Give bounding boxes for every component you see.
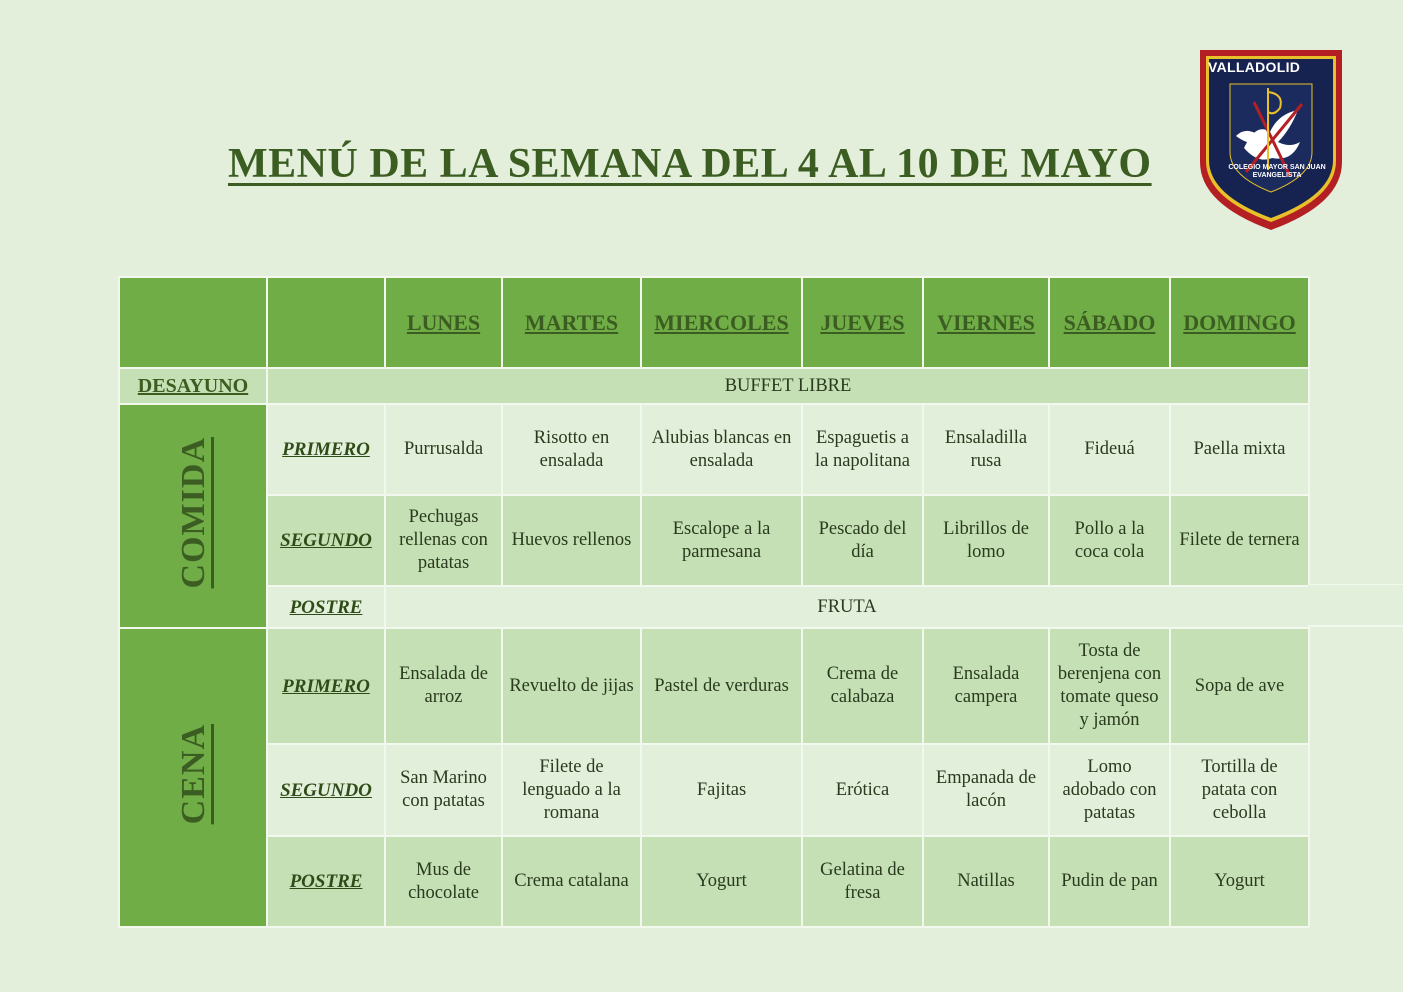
- menu-cell: Filete de ternera: [1170, 495, 1309, 586]
- menu-cell: Fideuá: [1049, 404, 1170, 495]
- menu-cell: Escalope a la parmesana: [641, 495, 802, 586]
- menu-cell: Paella mixta: [1170, 404, 1309, 495]
- menu-cell: Pudin de pan: [1049, 836, 1170, 927]
- menu-cell: Pescado del día: [802, 495, 923, 586]
- page-title: MENÚ DE LA SEMANA DEL 4 AL 10 DE MAYO: [228, 141, 1152, 187]
- menu-cell: Erótica: [802, 744, 923, 836]
- comida-postre-label: POSTRE: [267, 586, 385, 628]
- comida-primero-row: [119, 404, 1309, 495]
- menu-cell: Risotto en ensalada: [502, 404, 641, 495]
- day-header-jueves: JUEVES: [802, 277, 923, 368]
- desayuno-value: BUFFET LIBRE: [267, 368, 1309, 404]
- menu-cell: Mus de chocolate: [385, 836, 502, 927]
- crest-top-text: VALLADOLID: [1208, 59, 1301, 75]
- crest-ring-text: COLEGIO MAYOR SAN JUAN EVANGELISTA: [1228, 164, 1326, 179]
- weekly-menu-table: [118, 276, 1310, 928]
- comida-section-label: [119, 404, 267, 628]
- menu-cell: Purrusalda: [385, 404, 502, 495]
- cena-segundo-label: SEGUNDO: [267, 744, 385, 836]
- comida-postre-row: [119, 586, 1309, 628]
- day-header-viernes: VIERNES: [923, 277, 1049, 368]
- menu-cell: Crema catalana: [502, 836, 641, 927]
- day-header-lunes: LUNES: [385, 277, 502, 368]
- menu-cell: Tortilla de patata con cebolla: [1170, 744, 1309, 836]
- cena-section-label: [119, 628, 267, 927]
- menu-cell: Pechugas rellenas con patatas: [385, 495, 502, 586]
- cena-label: CENA: [174, 723, 212, 825]
- menu-cell: Lomo adobado con patatas: [1049, 744, 1170, 836]
- desayuno-row: [119, 368, 1309, 404]
- menu-cell: Ensaladilla rusa: [923, 404, 1049, 495]
- menu-cell: Sopa de ave: [1170, 628, 1309, 744]
- menu-cell: Ensalada de arroz: [385, 628, 502, 744]
- menu-cell: Empanada de lacón: [923, 744, 1049, 836]
- menu-cell: Yogurt: [641, 836, 802, 927]
- comida-segundo-label: SEGUNDO: [267, 495, 385, 586]
- menu-cell: Revuelto de jijas: [502, 628, 641, 744]
- days-header-row: [119, 277, 1309, 368]
- menu-cell: Crema de calabaza: [802, 628, 923, 744]
- menu-cell: Yogurt: [1170, 836, 1309, 927]
- corner-cell: [119, 277, 267, 368]
- day-header-sabado: SÁBADO: [1049, 277, 1170, 368]
- menu-cell: Espaguetis a la napolitana: [802, 404, 923, 495]
- menu-cell: Pollo a la coca cola: [1049, 495, 1170, 586]
- comida-postre-value: FRUTA: [385, 586, 1309, 628]
- day-header-miercoles: MIERCOLES: [641, 277, 802, 368]
- menu-cell: Fajitas: [641, 744, 802, 836]
- menu-cell: Gelatina de fresa: [802, 836, 923, 927]
- day-header-domingo: DOMINGO: [1170, 277, 1309, 368]
- cena-postre-label: POSTRE: [267, 836, 385, 927]
- menu-cell: Ensalada campera: [923, 628, 1049, 744]
- menu-cell: Librillos de lomo: [923, 495, 1049, 586]
- menu-cell: Natillas: [923, 836, 1049, 927]
- menu-cell: Huevos rellenos: [502, 495, 641, 586]
- comida-primero-label: PRIMERO: [267, 404, 385, 495]
- menu-cell: Alubias blancas en ensalada: [641, 404, 802, 495]
- cena-segundo-row: [119, 744, 1309, 836]
- cena-postre-row: [119, 836, 1309, 927]
- cena-primero-row: [119, 628, 1309, 744]
- comida-segundo-row: [119, 495, 1309, 586]
- cena-primero-label: PRIMERO: [267, 628, 385, 744]
- menu-cell: San Marino con patatas: [385, 744, 502, 836]
- corner-cell: [267, 277, 385, 368]
- menu-cell: Tosta de berenjena con tomate queso y jamón: [1049, 628, 1170, 744]
- menu-cell: Filete de lenguado a la romana: [502, 744, 641, 836]
- postre-row-extension: [1308, 584, 1403, 627]
- day-header-martes: MARTES: [502, 277, 641, 368]
- menu-cell: Pastel de verduras: [641, 628, 802, 744]
- desayuno-label: DESAYUNO: [119, 368, 267, 404]
- comida-label: COMIDA: [174, 436, 212, 589]
